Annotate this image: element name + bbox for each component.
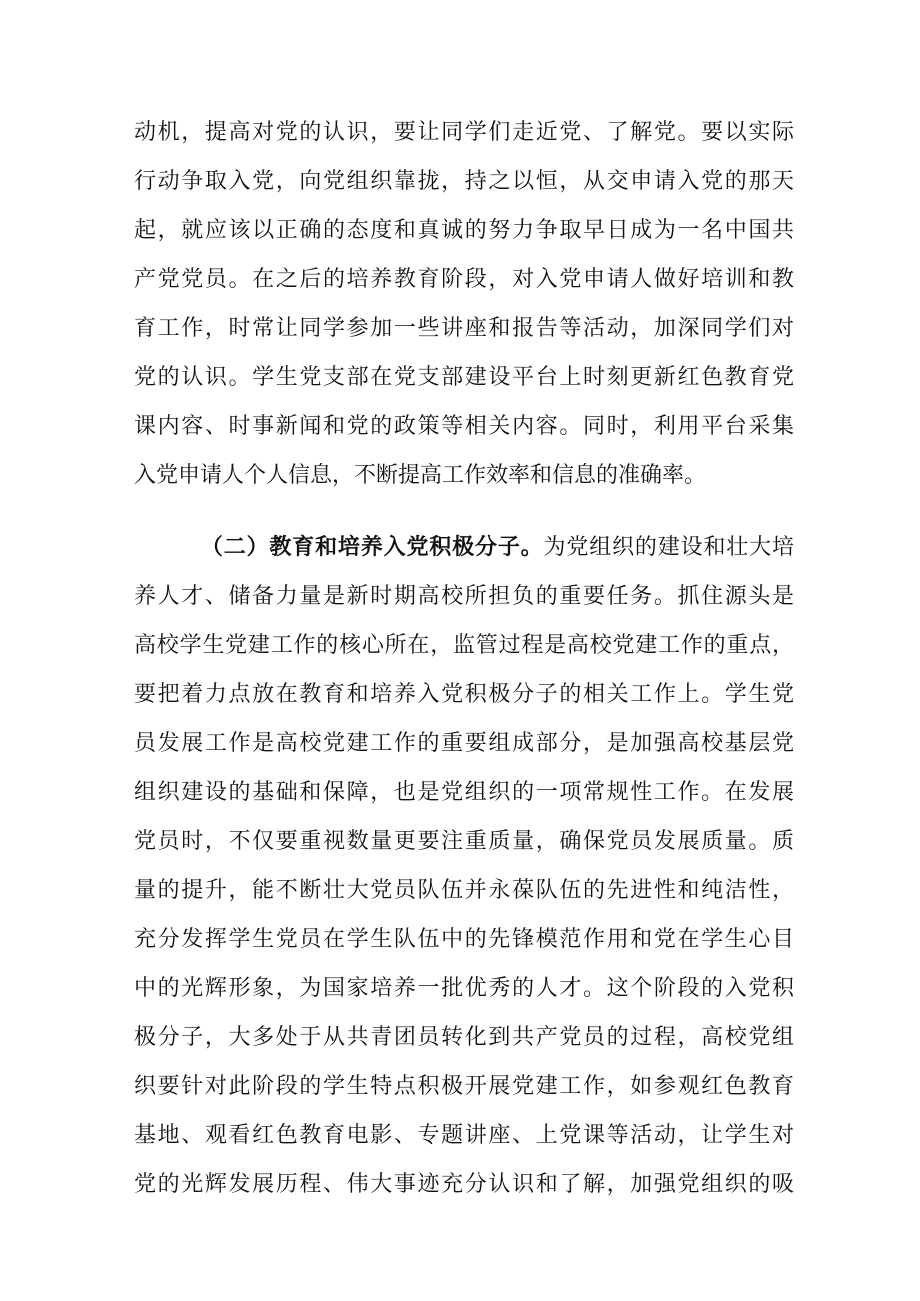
text-line: 党的认识。学生党支部在党支部建设平台上时刻更新红色教育党 <box>134 365 794 390</box>
text-line: 入党申请人个人信息，不断提高工作效率和信息的准确率。 <box>134 463 707 488</box>
text-line: 动机，提高对党的认识，要让同学们走近党、了解党。要以实际 <box>134 120 794 145</box>
text-line: 产党党员。在之后的培养教育阶段，对入党申请人做好培训和教 <box>134 267 794 292</box>
text-line: 织要针对此阶段的学生特点积极开展党建工作，如参观红色教育 <box>134 1074 794 1099</box>
text-line-first <box>134 523 794 572</box>
document-body <box>134 108 794 1209</box>
section-heading: （二）教育和培养入党积极分子。 <box>200 535 544 560</box>
text-line: 充分发挥学生党员在学生队伍中的先锋模范作用和党在学生心目 <box>134 927 794 952</box>
text-line: 中的光辉形象，为国家培养一批优秀的人才。这个阶段的入党积 <box>134 976 794 1001</box>
text-line: 组织建设的基础和保障，也是党组织的一项常规性工作。在发展 <box>134 780 794 805</box>
text-line: 员发展工作是高校党建工作的重要组成部分，是加强高校基层党 <box>134 731 794 756</box>
text-line: 养人才、储备力量是新时期高校所担负的重要任务。抓住源头是 <box>134 584 794 609</box>
paragraph-2 <box>134 523 794 1209</box>
text-line: 党员时，不仅要重视数量更要注重质量，确保党员发展质量。质 <box>134 829 794 854</box>
text-line: 行动争取入党，向党组织靠拢，持之以恒，从交申请入党的那天 <box>134 169 794 194</box>
text-line: 育工作，时常让同学参加一些讲座和报告等活动，加深同学们对 <box>134 316 794 341</box>
text-line: 极分子，大多处于从共青团员转化到共产党员的过程，高校党组 <box>134 1025 794 1050</box>
paragraph-gap <box>134 500 794 523</box>
text-line: 课内容、时事新闻和党的政策等相关内容。同时，利用平台采集 <box>134 414 794 439</box>
text-line: 要把着力点放在教育和培养入党积极分子的相关工作上。学生党 <box>134 682 794 707</box>
paragraph-1 <box>134 108 794 500</box>
text-line: 党的光辉发展历程、伟大事迹充分认识和了解，加强党组织的吸 <box>134 1172 794 1197</box>
text-line: 量的提升，能不断壮大党员队伍并永葆队伍的先进性和纯洁性， <box>134 878 794 903</box>
text-line: 起，就应该以正确的态度和真诚的努力争取早日成为一名中国共 <box>134 218 794 243</box>
text-fragment: 为党组织的建设和壮大培 <box>543 535 794 560</box>
text-line: 高校学生党建工作的核心所在，监管过程是高校党建工作的重点， <box>134 633 794 658</box>
text-line: 基地、观看红色教育电影、专题讲座、上党课等活动，让学生对 <box>134 1123 794 1148</box>
